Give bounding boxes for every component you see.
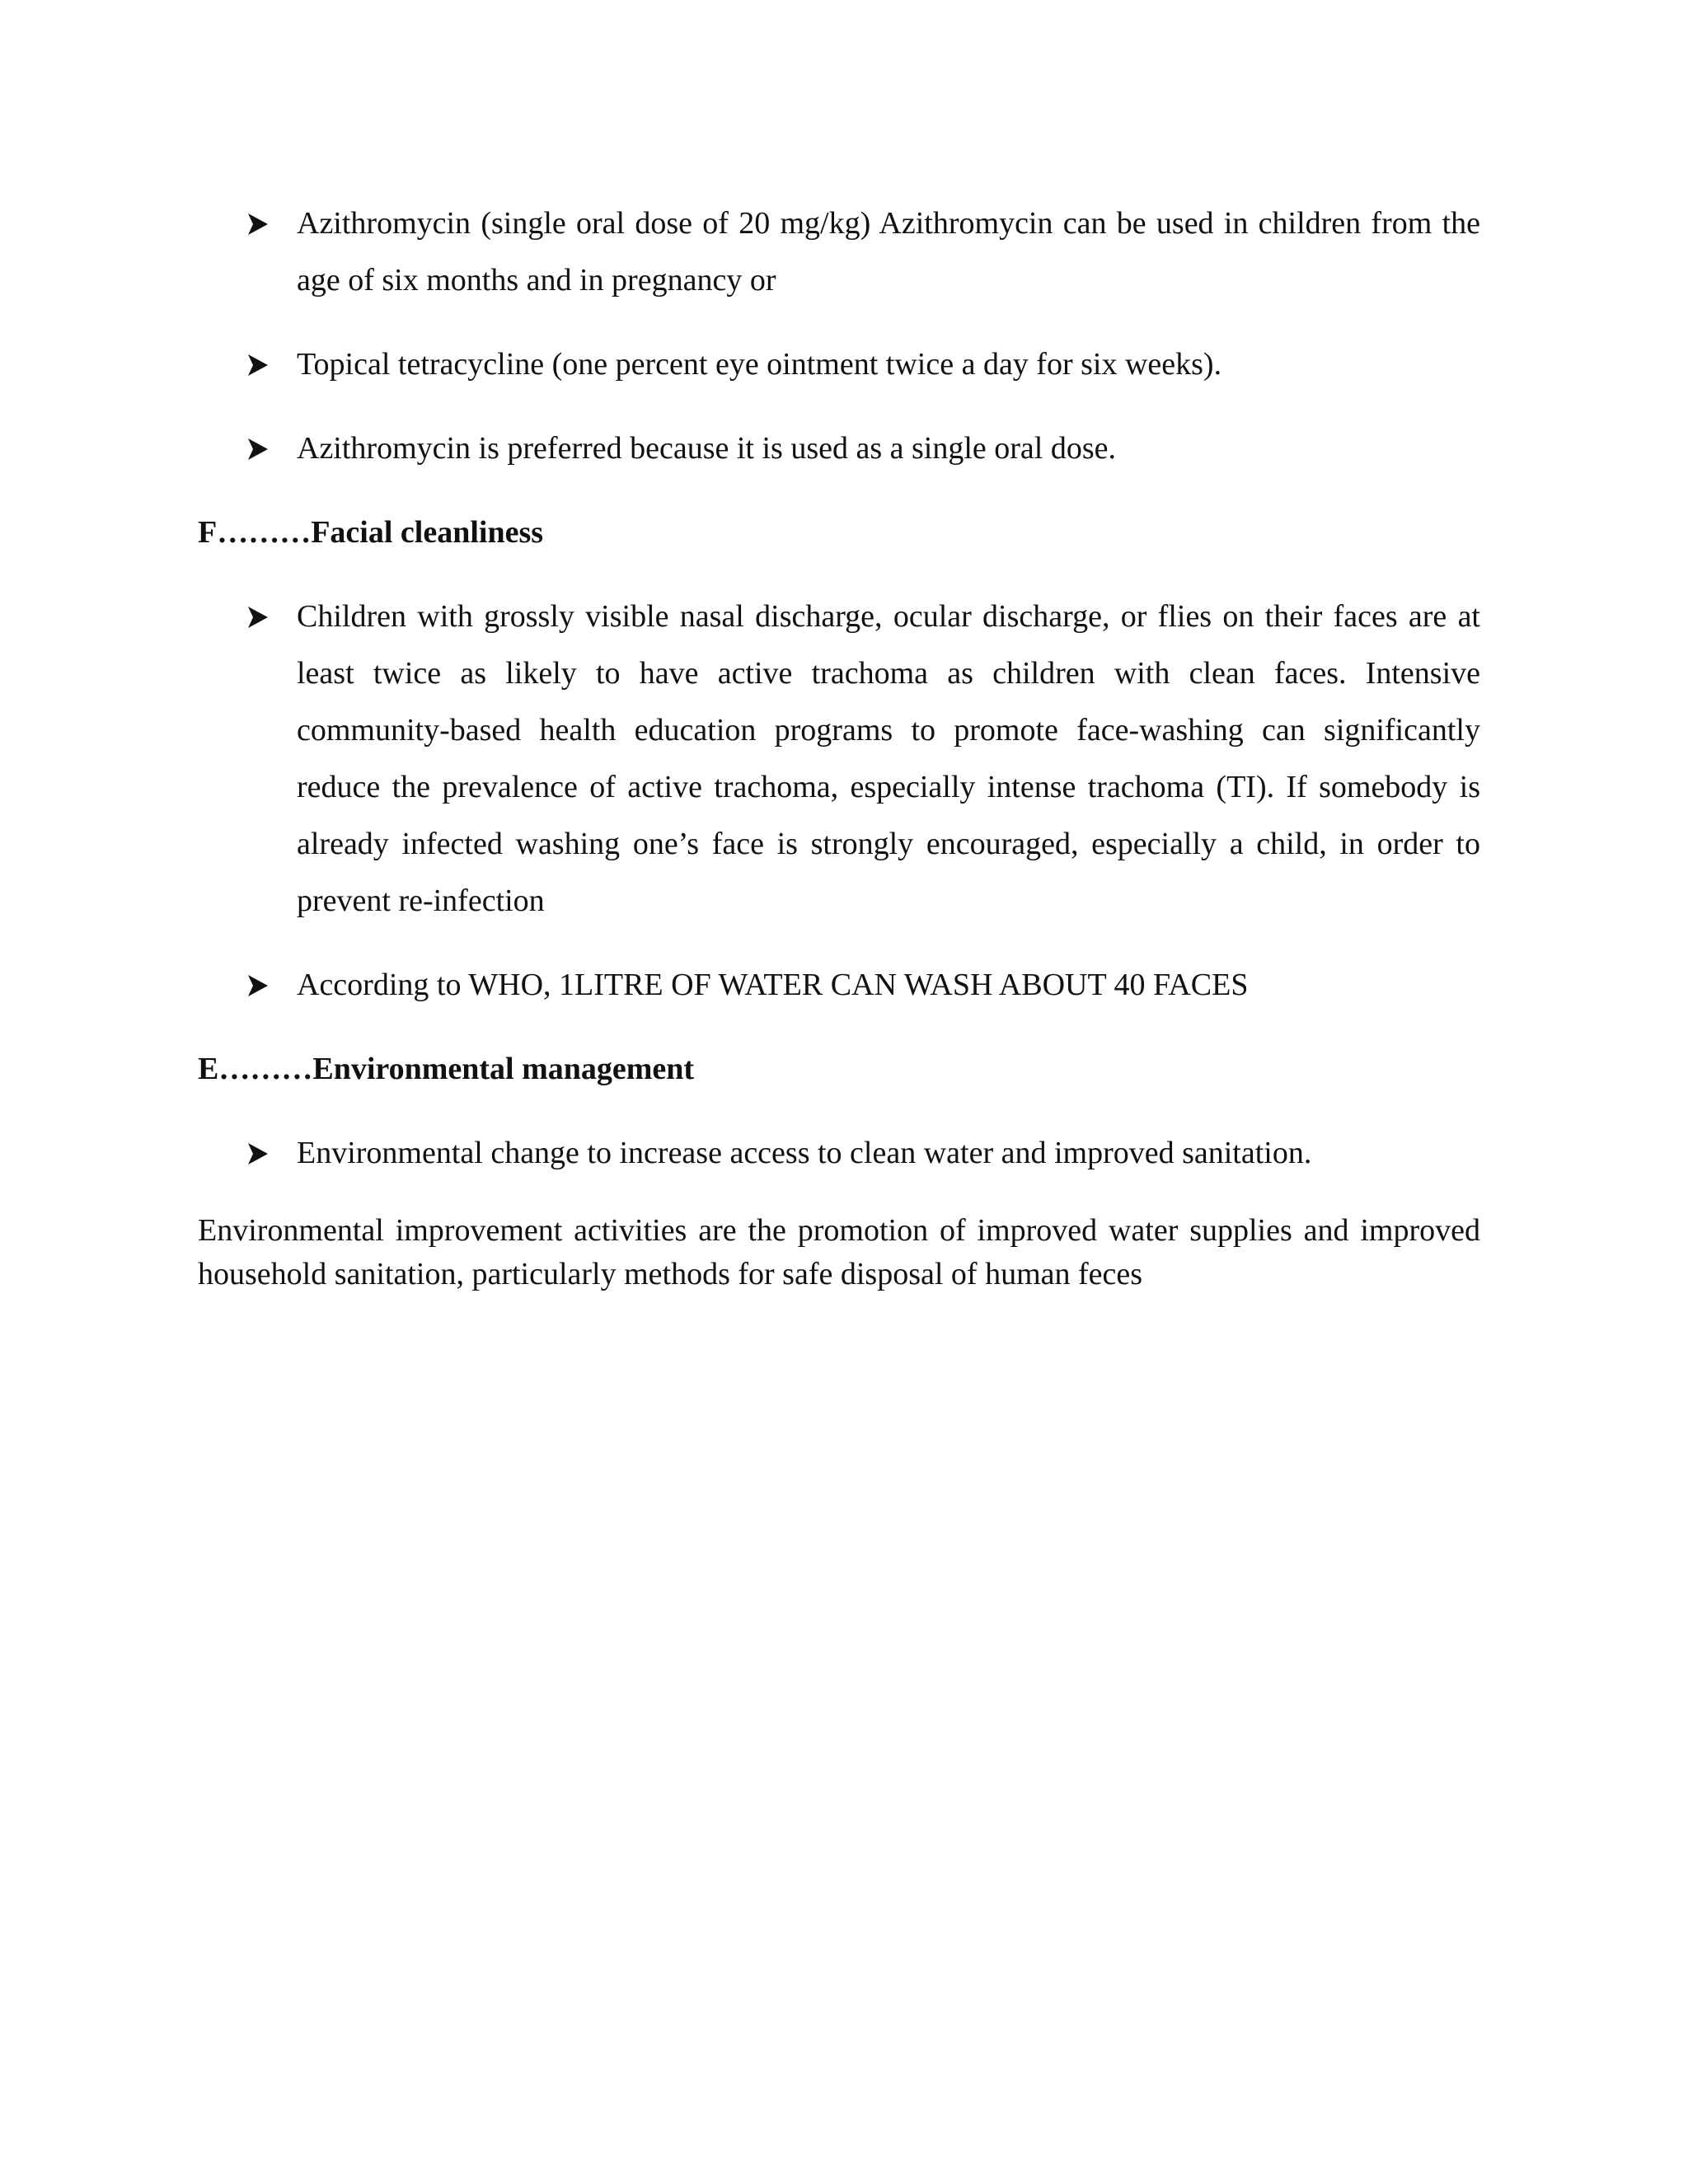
document-body — [198, 195, 1480, 1296]
list-item — [198, 420, 1480, 477]
list-item — [198, 588, 1480, 930]
arrowhead-bullet-icon — [247, 588, 277, 645]
bullet-text: Azithromycin (single oral dose of 20 mg/kg) Azithromycin can be used in children from the age of six months and in pregnancy or — [297, 206, 1480, 298]
environmental-bullet-list — [198, 1125, 1480, 1182]
bullet-text: Azithromycin is preferred because it is used as a single oral dose. — [297, 431, 1117, 466]
facial-cleanliness-bullet-list — [198, 588, 1480, 1014]
bullet-text: According to WHO, 1LITRE OF WATER CAN WASH ABOUT 40 FACES — [297, 968, 1249, 1002]
list-item — [198, 957, 1480, 1014]
bullet-text: Children with grossly visible nasal discharge, ocular discharge, or flies on their faces are at least twice as likely to have active trachoma as children with clean faces. Intensive community-based health education programs to promote face-washing can significantly reduce the prevalence of active trachoma, especially intense trachoma (TI). If somebody is already infected washing one’s face is strongly encouraged, especially a child, in order to prevent re-infection — [297, 599, 1480, 918]
section-heading-environmental-management: E………Environmental management — [198, 1052, 695, 1086]
list-item — [198, 195, 1480, 309]
section-heading-facial-cleanliness: F………Facial cleanliness — [198, 515, 544, 550]
arrowhead-bullet-icon — [247, 957, 277, 1014]
list-item — [198, 1125, 1480, 1182]
environmental-paragraph: Environmental improvement activities are the promotion of improved water supplies and improved household sanitation, particularly methods for safe disposal of human feces — [198, 1213, 1480, 1291]
bullet-text: Environmental change to increase access to clean water and improved sanitation. — [297, 1136, 1312, 1170]
arrowhead-bullet-icon — [247, 420, 277, 477]
treatment-bullet-list — [198, 195, 1480, 477]
arrowhead-bullet-icon — [247, 195, 277, 252]
arrowhead-bullet-icon — [247, 336, 277, 393]
bullet-text: Topical tetracycline (one percent eye ointment twice a day for six weeks). — [297, 347, 1222, 382]
arrowhead-bullet-icon — [247, 1125, 277, 1182]
list-item — [198, 336, 1480, 393]
